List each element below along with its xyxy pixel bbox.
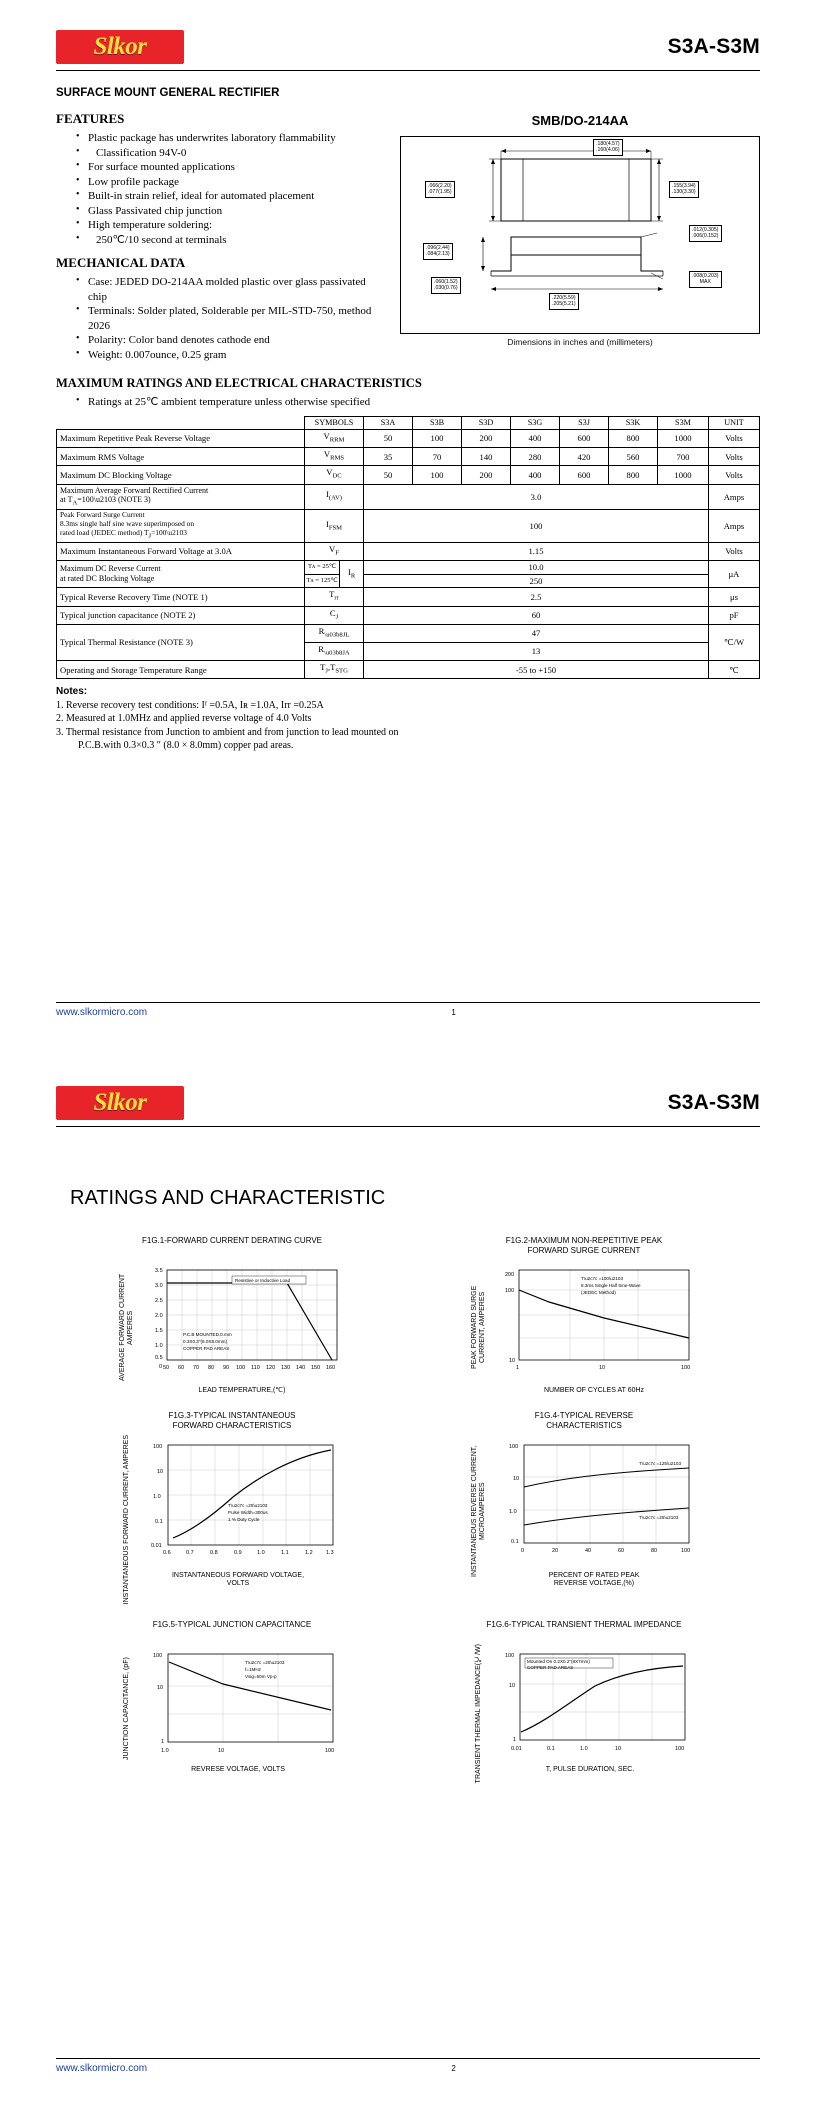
param-ifsm: Peak Forward Surge Current 8.3ms single half sine wave superimposed on rated load (JEDEC method) TJ=100\u2103 (57, 510, 305, 543)
svg-text:10: 10 (615, 1746, 622, 1753)
svg-text:0.7: 0.7 (186, 1550, 194, 1556)
symbol-rthja: $R_{\backslash u03b8JA}$ (305, 642, 364, 660)
chart-plot (489, 1260, 699, 1385)
cell-unit: ℃/W (709, 624, 760, 660)
param-tstg: Operating and Storage Temperature Range (57, 661, 305, 679)
svg-text:0.1: 0.1 (547, 1746, 555, 1753)
list-item: • Built-in strain relief, ideal for automated placement (78, 189, 382, 204)
svg-text:100: 100 (153, 1444, 163, 1450)
chart-ylabel: AVERAGE FORWARD CURRENT AMPERES (119, 1273, 134, 1382)
svg-text:80: 80 (651, 1548, 658, 1554)
chart-xlabel: NUMBER OF CYCLES AT 60Hz (543, 1387, 645, 1394)
list-item: • Terminals: Solder plated, Solderable per MIL-STD-750, method 2026 (78, 304, 382, 333)
page-2 (0, 1056, 816, 2112)
cell: 70 (413, 448, 462, 466)
chart-xlabel: PERCENT OF RATED PEAK REVERSE VOLTAGE,(%) (548, 1572, 640, 1587)
cell-span: 10.0 (364, 561, 709, 575)
cell: 100 (413, 430, 462, 448)
param-trr: Typical Reverse Recovery Time (NOTE 1) (57, 588, 305, 606)
symbol-vf: $V_F$ (305, 543, 364, 561)
dim-label: .012(0.305) .006(0.152) (689, 225, 722, 242)
symbol-vrrm: $V_{RRM}$ (305, 430, 364, 448)
ratings-characteristic-title: RATINGS AND CHARACTERISTIC (70, 1187, 386, 1209)
page-header (56, 0, 760, 64)
chart-fig5 (56, 1620, 408, 1783)
param-iav: Maximum Average Forward Rectified Current at $T_A=100\backslash u2103$ (NOTE 3) (57, 484, 305, 510)
svg-text:60: 60 (178, 1365, 185, 1371)
symbol-ir: $I_R$ (348, 566, 356, 580)
cell-unit: μA (709, 561, 760, 588)
svg-text:T\u2c7c =100\u2103: T\u2c7c =100\u2103 (581, 1276, 624, 1281)
header-divider (56, 1126, 760, 1127)
svg-text:10: 10 (157, 1469, 164, 1475)
cell-unit: Volts (709, 448, 760, 466)
footer-website[interactable]: www.slkormicro.com (56, 2063, 148, 2074)
col-unit: UNIT (709, 416, 760, 430)
svg-text:40: 40 (585, 1548, 592, 1554)
svg-text:1: 1 (161, 1739, 165, 1746)
list-item: • Plastic package has underwrites laboratory flammability (78, 131, 382, 146)
chart-plot (133, 1435, 343, 1570)
chart-title: F1G.5-TYPICAL JUNCTION CAPACITANCE (152, 1620, 312, 1630)
chart-ylabel: JUNCTION CAPACITANCE, (pF) (123, 1657, 130, 1761)
cell: 50 (364, 466, 413, 484)
svg-text:100: 100 (153, 1653, 163, 1660)
param-vrrm: Maximum Repetitive Peak Reverse Voltage (57, 430, 305, 448)
svg-text:COPPER PAD AREAS: COPPER PAD AREAS (183, 1346, 230, 1351)
cell: 400 (511, 466, 560, 484)
cell-span: 2.5 (364, 588, 709, 606)
svg-text:10: 10 (218, 1748, 225, 1755)
list-item: • Glass Passivated chip junction (78, 204, 382, 219)
svg-text:10: 10 (509, 1683, 516, 1690)
cell: 35 (364, 448, 413, 466)
cond-25c: Tᴀ = 25℃ (305, 561, 340, 574)
svg-text:1.2: 1.2 (305, 1550, 313, 1556)
package-title: SMB/DO-214AA (531, 113, 629, 128)
symbol-vdc: $V_{DC}$ (305, 466, 364, 484)
top-section (56, 109, 760, 362)
page-header-2 (56, 1056, 760, 1120)
dim-label: .155(3.94) .130(3.30) (669, 181, 699, 198)
svg-text:0.01: 0.01 (151, 1543, 162, 1549)
svg-text:120: 120 (266, 1365, 276, 1371)
svg-text:Mounted On 0.2X0.2"(8X7mm): Mounted On 0.2X0.2"(8X7mm) (527, 1659, 590, 1665)
cell: 800 (609, 466, 658, 484)
charts-grid (56, 1236, 760, 1800)
symbol-iav: $I_{(AV)}$ (305, 484, 364, 510)
chart-xlabel: REVRESE VOLTAGE, VOLTS (191, 1766, 285, 1774)
footer-website[interactable]: www.slkormicro.com (56, 1007, 148, 1018)
list-item: • Low profile package (78, 175, 382, 190)
svg-text:100: 100 (236, 1365, 246, 1371)
cell-unit: Volts (709, 466, 760, 484)
svg-text:Vsig=50m Vp-p: Vsig=50m Vp-p (245, 1674, 277, 1680)
cell: 1000 (658, 466, 709, 484)
list-item: • For surface mounted applications (78, 160, 382, 175)
svg-text:110: 110 (251, 1365, 260, 1371)
cond-125c: Tᴀ = 125℃ (305, 574, 340, 587)
dim-label: .066(2.20) .077(1.95) (425, 181, 455, 198)
dim-label: .096(2.44) .084(2.13) (423, 243, 453, 260)
footer-divider (56, 2058, 760, 2059)
cell-unit: ℃ (709, 661, 760, 679)
table-row (57, 448, 760, 466)
col-s3g: S3G (511, 416, 560, 430)
slkor-logo (56, 1086, 184, 1120)
svg-text:10: 10 (509, 1358, 516, 1364)
table-header-row (57, 416, 760, 430)
col-symbols: SYMBOLS (305, 416, 364, 430)
svg-text:T\u2c7c =25\u2103: T\u2c7c =25\u2103 (245, 1660, 285, 1666)
svg-text:1: 1 (513, 1737, 517, 1744)
dim-label: .180(4.57) .160(4.06) (593, 139, 623, 156)
dim-label: .220(5.59) .205(5.21) (549, 293, 579, 310)
chart-xlabel: LEAD TEMPERATURE,(℃) (198, 1387, 286, 1394)
svg-text:1.0: 1.0 (509, 1509, 517, 1515)
param-vf: Maximum Instantaneous Forward Voltage at 3.0A (57, 543, 305, 561)
dim-label: .008(0.203) MAX (689, 271, 722, 288)
svg-text:T\u2c7c =25\u2103: T\u2c7c =25\u2103 (228, 1503, 268, 1508)
table-row (57, 624, 760, 642)
table-row (57, 661, 760, 679)
slkor-logo (56, 30, 184, 64)
table-row (57, 588, 760, 606)
cell-span: 47 (364, 624, 709, 642)
ratings-title: MAXIMUM RATINGS AND ELECTRICAL CHARACTERISTICS (56, 376, 422, 390)
cell: 50 (364, 430, 413, 448)
svg-text:80: 80 (208, 1365, 215, 1371)
cell: 200 (462, 430, 511, 448)
svg-text:1.0: 1.0 (161, 1748, 169, 1755)
chart-ylabel: PEAK FORWARD SURGE CURRENT, AMPERES (471, 1285, 486, 1370)
svg-text:Pulse Width=300us: Pulse Width=300us (228, 1510, 268, 1515)
cell: 800 (609, 430, 658, 448)
svg-text:100: 100 (509, 1444, 519, 1450)
cell-unit: Volts (709, 543, 760, 561)
svg-text:100: 100 (681, 1365, 691, 1371)
svg-text:0: 0 (521, 1548, 525, 1554)
note-3: 3. Thermal resistance from Junction to ambient and from junction to lead mounted on (56, 726, 399, 738)
footer-page-number: 1 (451, 1008, 456, 1017)
svg-text:1.0: 1.0 (153, 1494, 161, 1500)
svg-text:100: 100 (675, 1746, 685, 1753)
svg-text:0.8: 0.8 (210, 1550, 218, 1556)
ratings-note: • Ratings at 25℃ ambient temperature unless otherwise specified (78, 395, 760, 410)
ratings-note-list (70, 395, 760, 410)
col-s3m: S3M (658, 416, 709, 430)
mechanical-title: MECHANICAL DATA (56, 255, 186, 270)
cell: 280 (511, 448, 560, 466)
ratings-table (56, 416, 760, 680)
list-item: • Case: JEDED DO-214AA molded plastic over glass passivated chip (78, 275, 382, 304)
cell: 1000 (658, 430, 709, 448)
svg-text:20: 20 (552, 1548, 559, 1554)
features-sub-1: • Classification 94V-0 (78, 146, 382, 161)
chart-xlabel: T, PULSE DURATION, SEC. (545, 1766, 635, 1774)
svg-text:0.01: 0.01 (511, 1746, 522, 1753)
svg-text:1 % Duty Cycle: 1 % Duty Cycle (228, 1517, 260, 1522)
svg-text:(JEDEC Method): (JEDEC Method) (581, 1290, 616, 1295)
svg-text:1.3: 1.3 (326, 1550, 334, 1556)
chart-plot (489, 1435, 699, 1570)
page-1-footer (56, 1002, 760, 1018)
page-2-footer (56, 2058, 760, 2074)
cell-span: 250 (364, 574, 709, 588)
cell: 400 (511, 430, 560, 448)
svg-text:10: 10 (157, 1685, 164, 1692)
list-item: • Polarity: Color band denotes cathode end (78, 333, 382, 348)
footer-page-number: 2 (451, 2064, 456, 2073)
table-row (57, 510, 760, 543)
cell: 560 (609, 448, 658, 466)
cell: 200 (462, 466, 511, 484)
svg-text:1.5: 1.5 (155, 1328, 163, 1334)
svg-text:150: 150 (311, 1365, 321, 1371)
chart-plot (137, 1260, 347, 1385)
svg-text:COPPER PAD AREAS: COPPER PAD AREAS (527, 1665, 574, 1671)
svg-text:2.5: 2.5 (155, 1298, 163, 1304)
svg-text:100: 100 (505, 1288, 515, 1294)
col-s3k: S3K (609, 416, 658, 430)
cell: 600 (560, 466, 609, 484)
svg-text:1.0: 1.0 (155, 1343, 163, 1349)
param-vrms: Maximum RMS Voltage (57, 448, 305, 466)
chart-plot (485, 1644, 695, 1764)
notes-block (56, 685, 760, 753)
symbol-tstg: $T_J,T_{STG}$ (305, 661, 364, 679)
note-3-cont: P.C.B.with 0.3×0.3 ″ (8.0 × 8.0mm) copper pad areas. (78, 740, 294, 752)
svg-text:60: 60 (618, 1548, 625, 1554)
cell-unit: μs (709, 588, 760, 606)
features-list (70, 131, 382, 247)
chart-ylabel: TRANSIENT THERMAL IMPEDANCE(℃/W) (475, 1644, 482, 1784)
header-divider (56, 70, 760, 71)
features-column (56, 109, 382, 362)
package-drawing (400, 136, 760, 334)
param-ir: Maximum DC Reverse Current at rated DC Blocking Voltage (57, 561, 305, 588)
svg-text:Resistive or Inductive Load: Resistive or Inductive Load (235, 1278, 291, 1283)
symbol-vrms: $V_{RMS}$ (305, 448, 364, 466)
table-row (57, 561, 760, 575)
svg-text:1.0: 1.0 (580, 1746, 588, 1753)
cell: 420 (560, 448, 609, 466)
table-row (57, 543, 760, 561)
svg-text:0.1: 0.1 (155, 1519, 163, 1525)
svg-text:10: 10 (513, 1476, 520, 1482)
package-column (400, 109, 760, 362)
svg-text:0.1: 0.1 (511, 1539, 519, 1545)
table-row (57, 430, 760, 448)
param-rth: Typical Thermal Resistance (NOTE 3) (57, 624, 305, 660)
chart-fig3 (56, 1411, 408, 1604)
cell: 600 (560, 430, 609, 448)
chart-fig6 (408, 1620, 760, 1783)
svg-text:0.3X0.3"(8.0X8.0mm): 0.3X0.3"(8.0X8.0mm) (183, 1339, 228, 1344)
cell-unit: pF (709, 606, 760, 624)
svg-text:70: 70 (193, 1365, 200, 1371)
table-row (57, 466, 760, 484)
svg-text:130: 130 (281, 1365, 291, 1371)
svg-text:1.1: 1.1 (281, 1550, 289, 1556)
table-row (57, 606, 760, 624)
chart-xlabel: INSTANTANEOUS FORWARD VOLTAGE, VOLTS (171, 1572, 305, 1587)
svg-text:P.C.B MOUNTED.0.mm: P.C.B MOUNTED.0.mm (183, 1332, 232, 1337)
chart-plot (133, 1644, 343, 1764)
features-sub-2: • 250℃/10 second at terminals (78, 233, 382, 248)
part-number: S3A-S3M (667, 35, 760, 58)
logo-text: Slkor (93, 33, 147, 60)
svg-text:1: 1 (516, 1365, 520, 1371)
cell-unit: Amps (709, 510, 760, 543)
col-s3b: S3B (413, 416, 462, 430)
chart-title: F1G.2-MAXIMUM NON-REPETITIVE PEAK FORWARD SURGE CURRENT (505, 1236, 663, 1255)
col-s3d: S3D (462, 416, 511, 430)
svg-text:140: 140 (296, 1365, 306, 1371)
svg-text:3.0: 3.0 (155, 1283, 163, 1289)
cell-span: 60 (364, 606, 709, 624)
cell-unit: Amps (709, 484, 760, 510)
list-item: • Weight: 0.007ounce, 0.25 gram (78, 348, 382, 363)
col-s3a: S3A (364, 416, 413, 430)
chart-title: F1G.4-TYPICAL REVERSE CHARACTERISTICS (534, 1411, 634, 1430)
chart-fig2 (408, 1236, 760, 1395)
svg-text:f=1MHz: f=1MHz (245, 1667, 261, 1673)
svg-text:10: 10 (599, 1365, 606, 1371)
cell-span: 13 (364, 642, 709, 660)
chart-title: F1G.6-TYPICAL TRANSIENT THERMAL IMPEDANCE (486, 1620, 682, 1630)
symbol-trr: $T_{rr}$ (305, 588, 364, 606)
svg-text:0.6: 0.6 (163, 1550, 171, 1556)
cell: 140 (462, 448, 511, 466)
symbol-ifsm: $I_{FSM}$ (305, 510, 364, 543)
chart-fig1 (56, 1236, 408, 1395)
svg-text:3.5: 3.5 (155, 1268, 163, 1274)
cell-unit: Volts (709, 430, 760, 448)
svg-text:100: 100 (681, 1548, 691, 1554)
features-title: FEATURES (56, 111, 125, 126)
list-item: • High temperature soldering: (78, 218, 382, 233)
cell-span: -55 to +150 (364, 661, 709, 679)
table-row (57, 484, 760, 510)
cell-span: 3.0 (364, 484, 709, 510)
notes-title: Notes: (56, 686, 88, 698)
svg-text:100: 100 (505, 1653, 515, 1660)
svg-text:100: 100 (325, 1748, 335, 1755)
dimension-note: Dimensions in inches and (millimeters) (507, 337, 653, 347)
cell: 100 (413, 466, 462, 484)
svg-text:0.5: 0.5 (155, 1355, 163, 1361)
cell-span: 100 (364, 510, 709, 543)
symbol-cj: $C_J$ (305, 606, 364, 624)
svg-text:T\u2c7c =25\u2103: T\u2c7c =25\u2103 (639, 1515, 679, 1520)
chart-ylabel: INSTANTANEOUS REVERSE CURRENT, MICROAMPERES (471, 1445, 486, 1578)
svg-text:160: 160 (326, 1365, 336, 1371)
dim-label: .060(1.52) .030(0.76) (431, 277, 461, 294)
param-vdc: Maximum DC Blocking Voltage (57, 466, 305, 484)
cell: 700 (658, 448, 709, 466)
symbol-rthjl: $R_{\backslash u03b8JL}$ (305, 624, 364, 642)
cell-span: 1.15 (364, 543, 709, 561)
svg-text:8.3ms Single Half Sine-Wave: 8.3ms Single Half Sine-Wave (581, 1283, 641, 1288)
footer-divider (56, 1002, 760, 1003)
svg-text:90: 90 (223, 1365, 230, 1371)
chart-fig4 (408, 1411, 760, 1604)
col-s3j: S3J (560, 416, 609, 430)
symbol-ir-cell (305, 561, 364, 588)
part-number: S3A-S3M (667, 1091, 760, 1114)
svg-text:T\u2c7c =125\u2103: T\u2c7c =125\u2103 (639, 1461, 682, 1466)
svg-text:200: 200 (505, 1272, 515, 1278)
chart-title: F1G.1-FORWARD CURRENT DERATING CURVE (141, 1236, 322, 1245)
param-cj: Typical junction capacitance (NOTE 2) (57, 606, 305, 624)
svg-text:1.0: 1.0 (257, 1550, 265, 1556)
note-1: 1. Reverse recovery test conditions: Iᶠ =0.5A, Iʀ =1.0A, Irr =0.25A (56, 699, 324, 711)
page-title: SURFACE MOUNT GENERAL RECTIFIER (56, 87, 280, 99)
mechanical-list (70, 275, 382, 362)
svg-text:0.9: 0.9 (234, 1550, 242, 1556)
chart-ylabel: INSTANTANEOUS FORWARD CURRENT, AMPERES (123, 1435, 130, 1605)
svg-text:2.0: 2.0 (155, 1313, 163, 1319)
svg-text:0: 0 (159, 1364, 163, 1370)
svg-text:50: 50 (163, 1365, 170, 1371)
note-2: 2. Measured at 1.0MHz and applied reverse voltage of 4.0 Volts (56, 713, 312, 725)
chart-title: F1G.3-TYPICAL INSTANTANEOUS FORWARD CHARACTERISTICS (168, 1411, 296, 1430)
logo-text: Slkor (93, 1089, 147, 1116)
